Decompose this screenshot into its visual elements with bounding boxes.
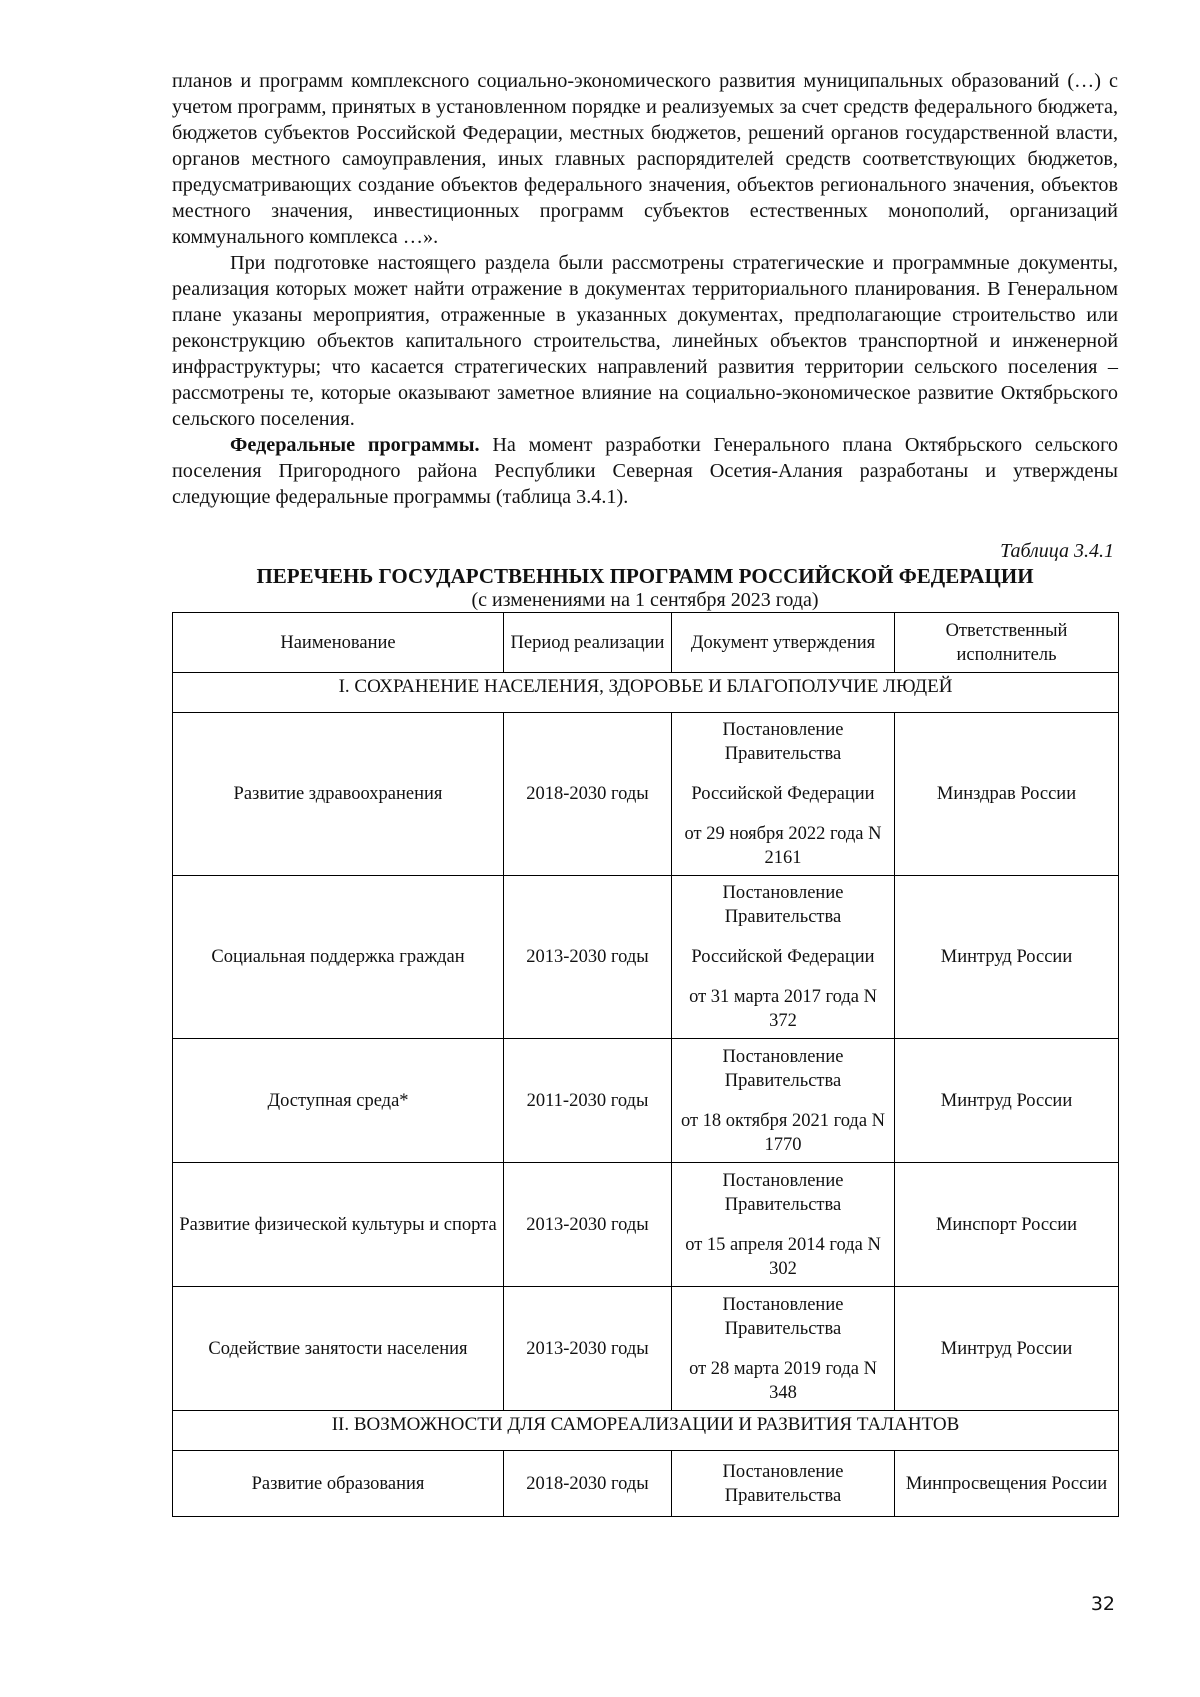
doc-type: Постановление Правительства xyxy=(722,1294,844,1339)
federal-programs-lead: Федеральные программы. xyxy=(230,434,480,456)
header-period: Период реализации xyxy=(504,613,672,673)
program-period: 2018-2030 годы xyxy=(504,713,672,876)
section-row xyxy=(173,1411,1119,1451)
program-executor: Минпросвещения России xyxy=(895,1451,1119,1517)
program-executor: Минтруд России xyxy=(895,1039,1119,1163)
paragraph-strategic-documents: При подготовке настоящего раздела были рассмотрены стратегические и программные документы, реализация которых может найти отражение в документах территориального планирования. В Генеральном плане указаны мероприятия, отраженные в указанных документах, предполагающие строительство или реконструкцию объектов капитального строительства, линейных объектов транспортной и инженерной инфраструктуры; что касается стратегических направлений развития территории сельского поселения – рассмотрены те, которые оказывают заметное влияние на социально-экономическое развитие Октябрьского сельского поселения. xyxy=(172,252,1118,430)
table-header-row xyxy=(173,613,1119,673)
program-executor: Минтруд России xyxy=(895,1287,1119,1411)
program-document xyxy=(672,1163,895,1287)
doc-date-number: от 18 октября 2021 года N 1770 xyxy=(680,1110,886,1155)
program-name: Доступная среда* xyxy=(173,1039,504,1163)
doc-type: Постановление Правительства xyxy=(722,883,844,927)
program-name: Развитие образования xyxy=(173,1451,504,1517)
program-document xyxy=(672,1287,895,1411)
table-subtitle: (с изменениями на 1 сентября 2023 года) xyxy=(471,589,819,611)
doc-type: Постановление Правительства xyxy=(722,1170,844,1215)
program-period: 2013-2030 годы xyxy=(504,1163,672,1287)
program-document xyxy=(672,713,895,876)
doc-date-number: от 15 апреля 2014 года N 302 xyxy=(685,1234,881,1279)
doc-type: Постановление Правительства xyxy=(722,1046,844,1091)
program-period: 2011-2030 годы xyxy=(504,1039,672,1163)
doc-date-number: от 28 марта 2019 года N 348 xyxy=(689,1358,877,1403)
program-executor: Минздрав России xyxy=(895,713,1119,876)
page-number: 32 xyxy=(1090,1593,1115,1615)
program-executor: Минспорт России xyxy=(895,1163,1119,1287)
program-name: Социальная поддержка граждан xyxy=(173,876,504,1039)
program-executor: Минтруд России xyxy=(895,876,1119,1039)
program-document xyxy=(672,1039,895,1163)
program-period: 2018-2030 годы xyxy=(504,1451,672,1517)
program-period: 2013-2030 годы xyxy=(504,1287,672,1411)
table-title: ПЕРЕЧЕНЬ ГОСУДАРСТВЕННЫХ ПРОГРАММ РОССИЙСКОЙ ФЕДЕРАЦИИ xyxy=(256,564,1034,588)
federal-programs-text: На момент разработки Генерального плана Октябрьского сельского поселения Пригородного района Республики Северная Осетия-Алания разработаны и утверждены следующие федеральные программы (таблица 3.4.1). xyxy=(172,434,1118,508)
header-executor: Ответственный исполнитель xyxy=(895,613,1119,673)
table-caption: Таблица 3.4.1 xyxy=(1000,540,1114,562)
table-row xyxy=(173,1451,1119,1517)
doc-issuer: Российской Федерации xyxy=(691,947,875,967)
program-document xyxy=(672,1451,895,1517)
program-period: 2013-2030 годы xyxy=(504,876,672,1039)
doc-type: Постановление Правительства xyxy=(722,720,844,764)
program-name: Развитие здравоохранения xyxy=(173,713,504,876)
doc-issuer: Российской Федерации xyxy=(691,784,875,804)
table-row xyxy=(173,1163,1119,1287)
doc-date-number: от 29 ноября 2022 года N 2161 xyxy=(684,824,882,868)
paragraph-continuation: планов и программ комплексного социально-экономического развития муниципальных образований (…) с учетом программ, принятых в установленном порядке и реализуемых за счет средств федерального бюджета, бюджетов субъектов Российской Федерации, местных бюджетов, решений органов государственной власти, органов местного самоуправления, иных главных распорядителей средств соответствующих бюджетов, предусматривающих создание объектов федерального значения, объектов регионального значения, объектов местного значения, инвестиционных программ субъектов естественных монополий, организаций коммунального комплекса …». xyxy=(172,70,1118,248)
program-document xyxy=(672,876,895,1039)
doc-type: Постановление Правительства xyxy=(722,1461,844,1506)
table-row xyxy=(173,1287,1119,1411)
table-row xyxy=(173,1039,1119,1163)
paragraph-federal-programs xyxy=(172,432,1118,510)
table-row xyxy=(173,876,1119,1039)
header-document: Документ утверждения xyxy=(672,613,895,673)
document-page xyxy=(172,68,1118,1517)
doc-date-number: от 31 марта 2017 года N 372 xyxy=(689,987,877,1031)
section-heading-2: II. ВОЗМОЖНОСТИ ДЛЯ САМОРЕАЛИЗАЦИИ И РАЗВИТИЯ ТАЛАНТОВ xyxy=(173,1411,1119,1451)
header-name: Наименование xyxy=(173,613,504,673)
program-name: Развитие физической культуры и спорта xyxy=(173,1163,504,1287)
programs-table xyxy=(172,612,1119,1517)
section-row xyxy=(173,673,1119,713)
section-heading-1: I. СОХРАНЕНИЕ НАСЕЛЕНИЯ, ЗДОРОВЬЕ И БЛАГОПОЛУЧИЕ ЛЮДЕЙ xyxy=(173,673,1119,713)
table-row xyxy=(173,713,1119,876)
program-name: Содействие занятости населения xyxy=(173,1287,504,1411)
